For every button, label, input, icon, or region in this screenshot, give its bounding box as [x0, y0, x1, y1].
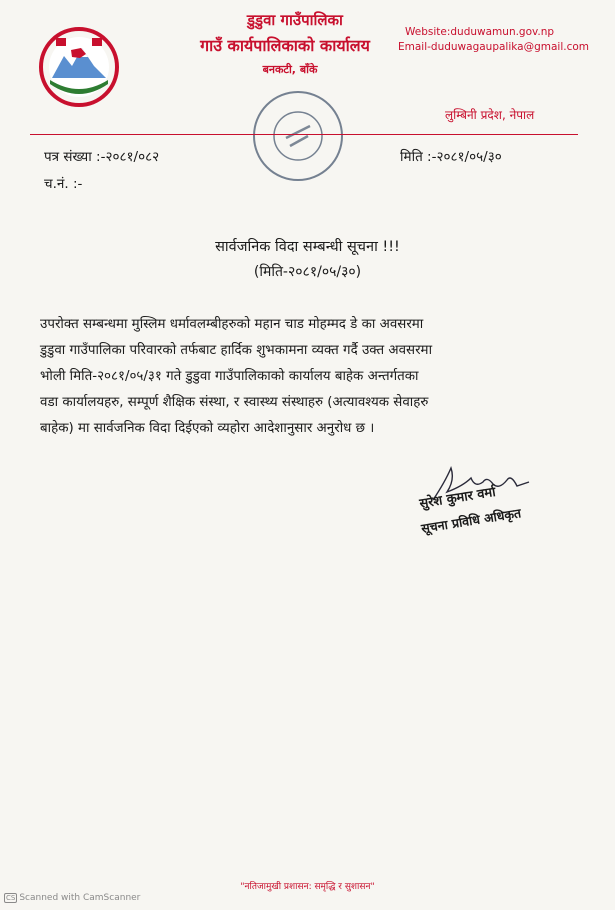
camscanner-icon: CS: [6, 894, 16, 902]
office-name: गाउँ कार्यपालिकाको कार्यालय: [200, 36, 370, 55]
dispatch-number: च.नं. :-: [44, 176, 83, 192]
province-text: लुम्बिनी प्रदेश, नेपाल: [445, 108, 535, 122]
notice-date: (मिति-२०८१/०५/३०): [253, 264, 362, 280]
emblem-logo: [38, 26, 120, 108]
header-divider: [30, 134, 578, 135]
body-line: भोली मिति-२०८१/०५/३१ गते डुडुवा गाउँपालिकाको कार्यालय बाहेक अन्तर्गतका: [40, 369, 419, 384]
notice-title: सार्वजनिक विदा सम्बन्धी सूचना !!!: [215, 239, 400, 255]
municipality-name: डुडुवा गाउँपालिका: [247, 11, 343, 29]
body-line: उपरोक्त सम्बन्धमा मुस्लिम धर्मावलम्बीहरुको महान चाड मोहम्मद डे का अवसरमा: [40, 317, 424, 332]
body-line: बाहेक) मा सार्वजनिक विदा दिईएको व्यहोरा आदेशानुसार अनुरोध छ ।: [40, 421, 375, 436]
body-line: डुडुवा गाउँपालिका परिवारको तर्फबाट हार्दिक शुभकामना व्यक्त गर्दै उक्त अवसरमा: [40, 343, 433, 358]
letter-date: मिति :-२०८१/०५/३०: [400, 149, 502, 165]
office-stamp: [248, 86, 348, 186]
signatory-name: सुरेश कुमार वर्मा: [418, 484, 497, 512]
scanner-watermark: [4, 893, 140, 903]
notice-body: [40, 312, 580, 442]
email-text: Email-duduwagaupalika@gmail.com: [398, 41, 590, 53]
office-location: बनकटी, बाँके: [262, 63, 318, 76]
footer-motto: "नतिजामुखी प्रशासन: समृद्धि र सुशासन": [240, 882, 375, 892]
scanner-text: Scanned with CamScanner: [19, 893, 141, 903]
signatory-designation: सूचना प्रविधि अधिकृत: [420, 505, 522, 536]
website-text: Website:duduwamun.gov.np: [405, 26, 555, 38]
body-line: वडा कार्यालयहरु, सम्पूर्ण शैक्षिक संस्था, र स्वास्थ्य संस्थाहरु (अत्यावश्यक सेवाहरु: [40, 395, 429, 410]
letter-number: पत्र संख्या :-२०८१/०८२: [44, 149, 160, 165]
